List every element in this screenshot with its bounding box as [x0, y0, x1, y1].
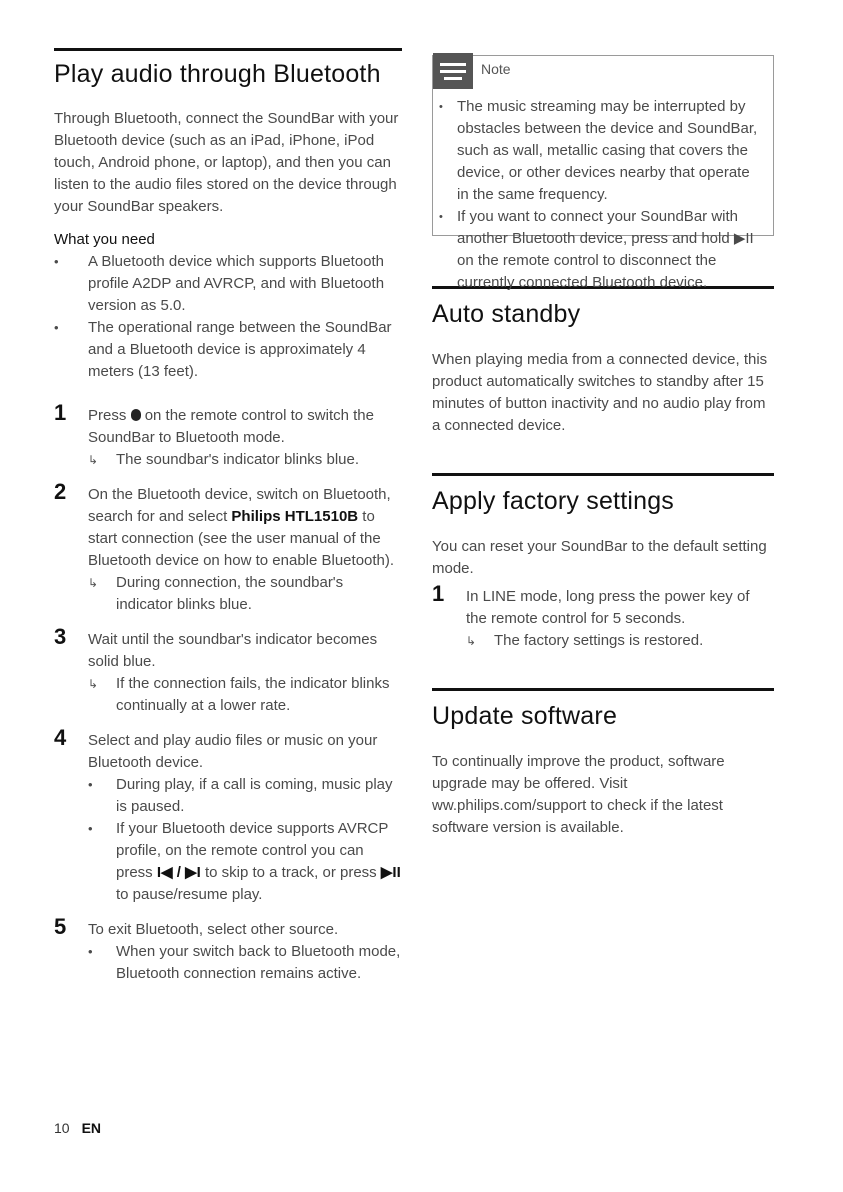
step-number: 2	[54, 479, 67, 504]
step-number: 4	[54, 725, 67, 750]
play-pause-icon: ▶II	[380, 864, 401, 881]
list-item: • During play, if a call is coming, music play is paused.	[88, 776, 393, 815]
factory-section	[432, 473, 774, 652]
step-number: 1	[432, 581, 445, 606]
list-item: • The operational range between the SoundBar and a Bluetooth device is approximately 4 meters (13 feet).	[54, 319, 392, 380]
factory-text: You can reset your SoundBar to the default setting mode.	[432, 538, 767, 577]
step-4: 4 Select and play audio files or music on your Bluetooth device. • During play, if a call is coming, music play is paused. • If your Bluetooth device supports AVRCP profile, on the remote control you can press I◀ / ▶I to skip to a track, or press ▶II to pause/resume play.	[54, 730, 402, 906]
result-arrow-icon: ↳	[88, 576, 99, 590]
list-item: • If your Bluetooth device supports AVRCP profile, on the remote control you can press I◀ / ▶I to skip to a track, or press ▶II to pause/resume play.	[88, 820, 401, 903]
auto-standby-section	[432, 286, 774, 437]
update-text: To continually improve the product, software upgrade may be offered. Visit ww.philips.com/support to check if the latest software version is available.	[432, 753, 725, 836]
result-arrow-icon: ↳	[466, 634, 477, 648]
list-item: • A Bluetooth device which supports Bluetooth profile A2DP and AVRCP, and with Bluetooth version as 5.0.	[54, 253, 385, 314]
intro-paragraph: Through Bluetooth, connect the SoundBar with your Bluetooth device (such as an iPad, iPhone, iPod touch, Android phone, or laptop), and then you can listen to the audio files stored on the device through your SoundBar speakers.	[54, 110, 399, 215]
note-label: Note	[481, 61, 511, 77]
what-you-need-heading: What you need	[54, 231, 155, 248]
step-result: ↳ The soundbar's indicator blinks blue.	[88, 449, 402, 471]
note-box	[432, 55, 774, 291]
step-1: 1 Press on the remote control to switch the SoundBar to Bluetooth mode. ↳ The soundbar's indicator blinks blue.	[54, 405, 402, 471]
page-number: 10	[54, 1120, 70, 1136]
need-list	[54, 251, 402, 383]
step-number: 1	[54, 400, 67, 425]
step-number: 5	[54, 914, 67, 939]
result-arrow-icon: ↳	[88, 677, 99, 691]
step-5-bullets	[88, 941, 402, 985]
step-result: ↳ The factory settings is restored.	[466, 630, 774, 652]
auto-standby-text: When playing media from a connected device, this product automatically switches to standby after 15 minutes of button inactivity and no audio play from a connected device.	[432, 351, 768, 434]
step-result: ↳ If the connection fails, the indicator blinks continually at a lower rate.	[88, 675, 390, 714]
language-code: EN	[81, 1120, 102, 1136]
result-arrow-icon: ↳	[88, 453, 99, 467]
step-2: 2 On the Bluetooth device, switch on Bluetooth, search for and select Philips HTL1510B to start connection (see the user manual of the Bluetooth device on how to enable Bluetooth). ↳ During connection, the soundbar's indicator blinks blue.	[54, 484, 402, 616]
list-item: • The music streaming may be interrupted by obstacles between the device and SoundBar, such as wall, metallic casing that covers the device, or other devices nearby that operate in the same frequency.	[439, 98, 758, 203]
factory-step-1: 1 In LINE mode, long press the power key of the remote control for 5 seconds. ↳ The factory settings is restored.	[432, 586, 774, 652]
page-footer	[54, 1120, 101, 1136]
note-icon	[433, 53, 473, 89]
step-result: ↳ During connection, the soundbar's indicator blinks blue.	[88, 574, 344, 613]
update-section	[432, 688, 774, 839]
left-column	[54, 48, 402, 985]
skip-controls-icon: I◀ / ▶I	[156, 864, 201, 881]
step-3: 3 Wait until the soundbar's indicator becomes solid blue. ↳ If the connection fails, the indicator blinks continually at a lower rate.	[54, 629, 402, 717]
bluetooth-icon	[131, 409, 141, 421]
step-4-bullets	[88, 774, 402, 906]
note-list	[439, 96, 761, 294]
section-title-update: Update software	[432, 702, 618, 730]
step-5: 5 To exit Bluetooth, select other source. • When your switch back to Bluetooth mode, Bluetooth connection remains active.	[54, 919, 402, 985]
section-title-auto-standby: Auto standby	[432, 300, 581, 328]
list-item: • If you want to connect your SoundBar with another Bluetooth device, press and hold ▶II on the remote control to disconnect the currently connected Bluetooth device.	[439, 208, 754, 291]
product-name: Philips HTL1510B	[231, 508, 359, 525]
list-item: • When your switch back to Bluetooth mode, Bluetooth connection remains active.	[88, 943, 401, 982]
step-number: 3	[54, 624, 67, 649]
right-column	[432, 55, 774, 839]
section-title-factory: Apply factory settings	[432, 487, 675, 515]
section-title-play-audio: Play audio through Bluetooth	[54, 60, 381, 88]
